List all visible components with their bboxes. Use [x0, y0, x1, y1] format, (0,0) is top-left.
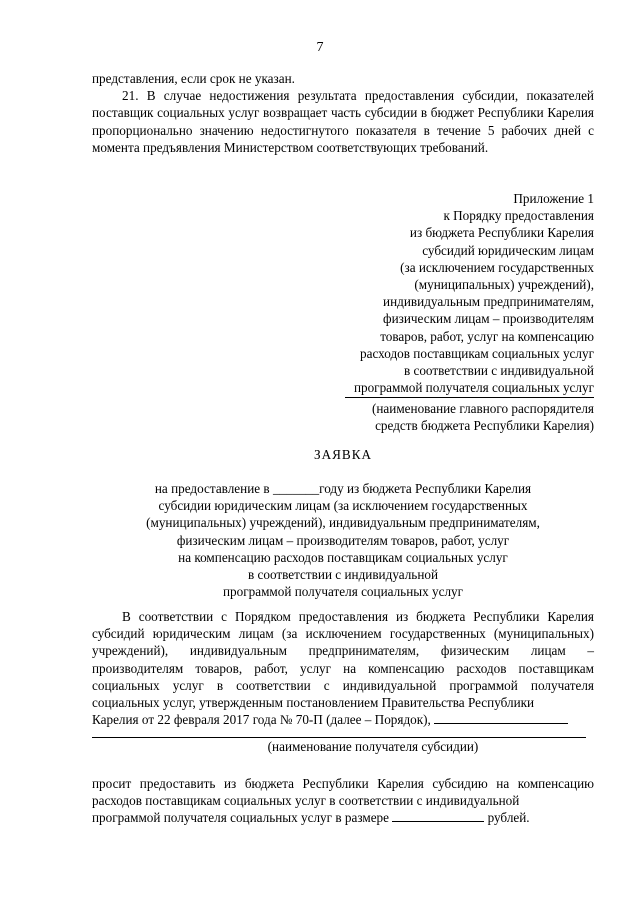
item-21-paragraph: 21. В случае недостижения результата предоставления субсидии, показателей поставщик социальных услуг возвращает часть субсидии в бюджет Республики Карелия пропорционально значению недостигнутого показателя в течение 5 рабочих дней с момента предъявления Министерством соответствующих требований. [92, 88, 594, 155]
appendix-line: к Порядку предоставления [443, 208, 594, 224]
body-text: программой получателя социальных услуг в размере [92, 810, 393, 826]
recipient-caption: (наименование получателя субсидии) [267, 739, 479, 754]
appendix-line: физическим лицам – производителям [383, 311, 594, 327]
body-paragraph-last-line [92, 711, 594, 728]
subtitle-line: на компенсацию расходов поставщикам социальных услуг [178, 549, 508, 565]
application-subtitle [92, 480, 594, 600]
appendix-line: из бюджета Республики Карелия [409, 225, 594, 241]
subtitle-line: (муниципальных) учреждений), индивидуальным предпринимателям, [146, 515, 540, 531]
subtitle-first-line [92, 480, 594, 497]
page-number: 7 [316, 40, 324, 55]
subtitle-line: программой получателя социальных услуг [222, 584, 464, 600]
appendix-line: расходов поставщикам социальных услуг [360, 345, 594, 361]
addressee-caption [300, 400, 594, 434]
addressee-blank-line [345, 397, 594, 398]
appendix-line: (за исключением государственных [400, 259, 594, 275]
amount-blank [392, 809, 484, 822]
body-paragraph-text: просит предоставить из бюджета Республики Карелия субсидию на компенсацию расходов поставщикам социальных услуг в соответствии с индивидуальной [92, 776, 594, 809]
body-paragraph-text: В соответствии с Порядком предоставления из бюджета Республики Карелия субсидий юридическим лицам (за исключением государственных (муниципальных) учреждений), индивидуальным предпринимателям, физическим лицам – производителям товаров, работ, услуг на компенсацию расходов поставщикам социальных услуг в соответствии с индивидуальной программой получателя социальных услуг, утвержденным постановлением Правительства Республики [92, 609, 594, 711]
appendix-line: (муниципальных) учреждений), [414, 277, 594, 293]
appendix-line: субсидий юридическим лицам [422, 242, 594, 258]
subtitle-line: физическим лицам – производителям товаров, работ, услуг [176, 532, 510, 548]
appendix-line: индивидуальным предпринимателям, [383, 294, 594, 310]
appendix-header [300, 190, 594, 396]
appendix-line: товаров, работ, услуг на компенсацию [380, 328, 594, 344]
appendix-line: Приложение 1 [513, 191, 594, 206]
body-text: рублей. [484, 810, 530, 826]
addressee-caption-line: средств бюджета Республики Карелия) [375, 418, 594, 434]
appendix-line: программой получателя социальных услуг [353, 380, 594, 396]
subtitle-line: в соответствии с индивидуальной [247, 567, 439, 583]
body-text: Карелия от 22 февраля 2017 года № 70-П (далее – Порядок), [92, 712, 431, 728]
subtitle-line: субсидии юридическим лицам (за исключением государственных [158, 498, 528, 514]
subtitle-text: на предоставление в [154, 481, 273, 496]
body-paragraph-2 [92, 775, 594, 827]
year-blank: _______ [272, 481, 320, 496]
appendix-line: в соответствии с индивидуальной [403, 363, 594, 379]
top-paragraph [92, 70, 594, 156]
subtitle-text: году из бюджета Республики Карелия [319, 481, 532, 496]
body-paragraph-1 [92, 608, 594, 728]
continuation-line: представления, если срок не указан. [92, 71, 295, 86]
application-title: ЗАЯВКА [313, 447, 373, 462]
body-paragraph-last-line [92, 809, 594, 826]
addressee-caption-line: (наименование главного распорядителя [371, 401, 594, 416]
recipient-inline-blank [434, 711, 568, 724]
